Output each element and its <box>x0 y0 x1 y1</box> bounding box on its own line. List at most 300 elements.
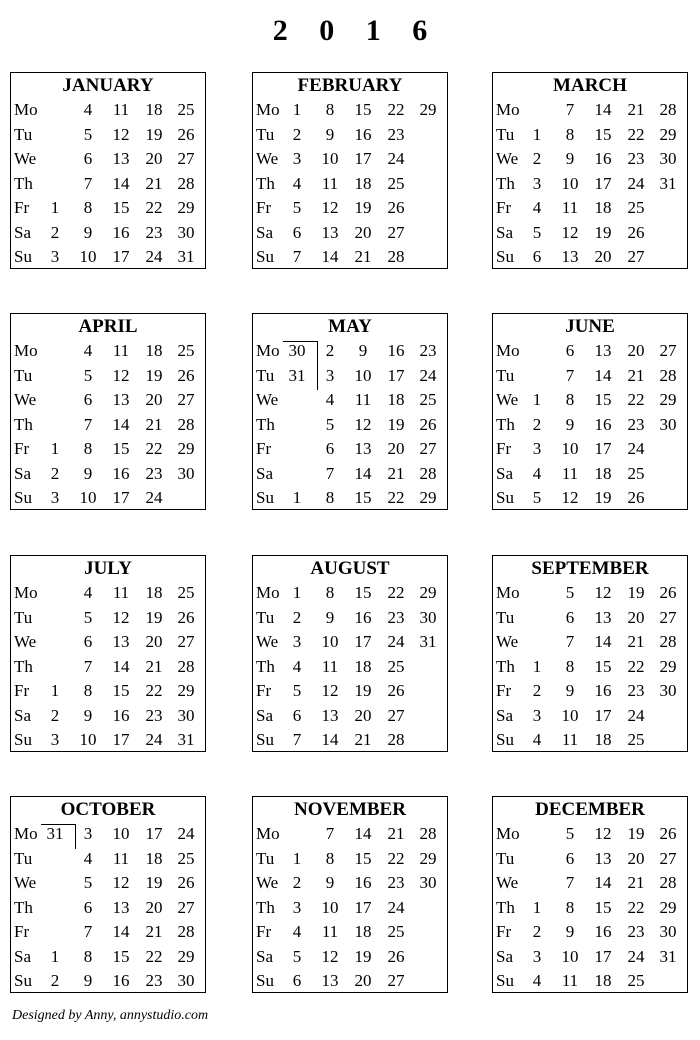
date-cell: 4 <box>83 583 93 602</box>
date-cell: 27 <box>387 971 405 990</box>
date-cell: 9 <box>565 681 575 700</box>
date-cell: 19 <box>145 124 163 144</box>
date-cell: 22 <box>145 439 163 458</box>
month-name: MAY <box>328 316 372 337</box>
month-september <box>492 555 688 752</box>
date-cell: 13 <box>112 390 130 409</box>
date-cell: 22 <box>627 390 645 409</box>
date-cell: 20 <box>145 897 163 917</box>
date-cell: 18 <box>387 390 405 409</box>
date-cell: 6 <box>292 705 302 725</box>
date-cell: 30 <box>659 414 677 434</box>
date-cell: 25 <box>627 198 645 217</box>
date-cell: 29 <box>659 656 677 676</box>
date-cell: 26 <box>387 681 405 700</box>
date-cell: 24 <box>387 149 405 168</box>
date-cell: 2 <box>50 971 60 990</box>
year-title: 2 0 1 6 <box>272 14 440 47</box>
date-cell: 29 <box>177 681 195 700</box>
date-cell: 8 <box>83 681 93 700</box>
date-cell: 6 <box>532 247 542 266</box>
weekday-label: Sa <box>496 705 513 725</box>
weekday-label: Th <box>14 414 33 434</box>
weekday-label: Sa <box>256 463 273 483</box>
designer-credit: Designed by Anny, annystudio.com <box>12 1008 209 1023</box>
date-cell: 23 <box>627 149 645 168</box>
date-cell: 5 <box>292 946 302 966</box>
date-cell: 8 <box>565 390 575 409</box>
date-cell: 7 <box>83 656 93 676</box>
date-cell: 20 <box>387 439 405 458</box>
date-cell: 17 <box>354 897 372 917</box>
date-cell: 11 <box>561 971 579 990</box>
date-cell: 31 <box>46 824 64 843</box>
date-cell: 27 <box>387 705 405 725</box>
date-cell: 23 <box>627 681 645 700</box>
date-cell: 22 <box>627 124 645 144</box>
date-cell: 3 <box>292 897 302 917</box>
weekday-label: Tu <box>256 848 275 868</box>
date-cell: 15 <box>594 656 612 676</box>
weekday-label: Tu <box>256 124 275 144</box>
date-cell: 15 <box>354 488 372 507</box>
date-cell: 15 <box>354 848 372 868</box>
date-cell: 8 <box>325 100 335 119</box>
date-cell: 10 <box>112 824 130 843</box>
date-cell: 8 <box>325 583 335 602</box>
date-cell: 29 <box>177 439 195 458</box>
date-cell: 23 <box>387 607 405 627</box>
date-cell: 11 <box>561 198 579 217</box>
date-cell: 9 <box>83 463 93 483</box>
date-cell: 4 <box>325 390 335 409</box>
date-cell: 26 <box>177 365 195 385</box>
weekday-label: Fr <box>496 681 512 700</box>
weekday-label: We <box>256 390 279 409</box>
date-cell: 7 <box>565 100 575 119</box>
date-cell: 18 <box>594 730 612 749</box>
date-cell: 27 <box>659 848 677 868</box>
weekday-label: Th <box>496 656 515 676</box>
date-cell: 14 <box>354 824 372 843</box>
date-cell: 12 <box>354 414 372 434</box>
weekday-label: Su <box>496 488 514 507</box>
date-cell: 18 <box>354 922 372 941</box>
date-cell: 5 <box>83 607 93 627</box>
date-cell: 16 <box>594 922 612 941</box>
date-cell: 25 <box>627 971 645 990</box>
weekday-label: Sa <box>496 463 513 483</box>
date-cell: 14 <box>594 873 612 892</box>
weekday-label: Tu <box>14 848 33 868</box>
weekday-label: We <box>256 149 279 168</box>
date-cell: 29 <box>659 124 677 144</box>
date-cell: 15 <box>112 946 130 966</box>
date-cell: 16 <box>354 873 372 892</box>
date-cell: 28 <box>387 730 405 749</box>
date-cell: 30 <box>659 149 677 168</box>
date-cell: 15 <box>594 124 612 144</box>
date-cell: 20 <box>627 341 645 360</box>
weekday-label: Mo <box>14 341 38 360</box>
weekday-label: Su <box>496 247 514 266</box>
date-cell: 27 <box>387 222 405 242</box>
date-cell: 4 <box>83 848 93 868</box>
date-cell: 2 <box>292 873 302 892</box>
date-cell: 4 <box>532 730 542 749</box>
date-cell: 9 <box>565 922 575 941</box>
date-cell: 9 <box>83 705 93 725</box>
date-cell: 3 <box>532 946 542 966</box>
date-cell: 6 <box>83 897 93 917</box>
date-cell: 27 <box>659 341 677 360</box>
date-cell: 8 <box>83 198 93 217</box>
month-name: SEPTEMBER <box>531 558 649 579</box>
date-cell: 21 <box>145 173 163 193</box>
date-cell: 1 <box>50 198 60 217</box>
date-cell: 19 <box>594 488 612 507</box>
date-cell: 25 <box>177 583 195 602</box>
date-cell: 17 <box>112 247 130 266</box>
date-cell: 28 <box>177 922 195 941</box>
date-cell: 6 <box>292 971 302 990</box>
date-cell: 17 <box>387 365 405 385</box>
date-cell: 2 <box>532 149 542 168</box>
weekday-label: Sa <box>256 222 273 242</box>
date-cell: 9 <box>358 341 368 360</box>
date-cell: 24 <box>627 173 645 193</box>
date-cell: 9 <box>565 149 575 168</box>
date-cell: 22 <box>145 681 163 700</box>
date-cell: 1 <box>532 656 542 676</box>
date-cell: 17 <box>594 946 612 966</box>
date-cell: 21 <box>145 414 163 434</box>
date-cell: 18 <box>354 173 372 193</box>
date-cell: 23 <box>145 971 163 990</box>
date-cell: 16 <box>112 463 130 483</box>
month-name: DECEMBER <box>535 799 645 820</box>
date-cell: 25 <box>177 100 195 119</box>
date-cell: 11 <box>112 100 130 119</box>
date-cell: 26 <box>177 124 195 144</box>
weekday-label: Sa <box>496 946 513 966</box>
date-cell: 18 <box>594 198 612 217</box>
weekday-label: Mo <box>14 824 38 843</box>
weekday-label: Tu <box>496 607 515 627</box>
date-cell: 28 <box>659 873 677 892</box>
weekday-label: Tu <box>14 607 33 627</box>
date-cell: 26 <box>177 873 195 892</box>
date-cell: 30 <box>177 222 195 242</box>
date-cell: 28 <box>177 173 195 193</box>
date-cell: 15 <box>112 439 130 458</box>
date-cell: 6 <box>83 632 93 651</box>
date-cell: 12 <box>321 681 339 700</box>
date-cell: 16 <box>112 971 130 990</box>
date-cell: 23 <box>145 222 163 242</box>
date-cell: 18 <box>145 341 163 360</box>
date-cell: 18 <box>594 463 612 483</box>
date-cell: 19 <box>354 946 372 966</box>
date-cell: 12 <box>561 488 579 507</box>
weekday-label: Su <box>256 971 274 990</box>
date-cell: 26 <box>419 414 437 434</box>
date-cell: 7 <box>565 632 575 651</box>
date-cell: 9 <box>325 124 335 144</box>
weekday-label: Mo <box>256 824 280 843</box>
date-cell: 26 <box>627 488 645 507</box>
date-cell: 3 <box>325 365 335 385</box>
date-cell: 1 <box>292 583 302 602</box>
date-cell: 7 <box>565 365 575 385</box>
date-cell: 27 <box>177 632 195 651</box>
date-cell: 26 <box>659 824 677 843</box>
date-cell: 15 <box>594 897 612 917</box>
date-cell: 7 <box>83 173 93 193</box>
weekday-label: Th <box>496 897 515 917</box>
weekday-label: Th <box>14 897 33 917</box>
date-cell: 28 <box>177 414 195 434</box>
date-cell: 25 <box>627 730 645 749</box>
date-cell: 31 <box>177 730 195 749</box>
date-cell: 20 <box>145 149 163 168</box>
date-cell: 22 <box>145 198 163 217</box>
date-cell: 2 <box>532 681 542 700</box>
weekday-label: Su <box>496 730 514 749</box>
date-cell: 8 <box>325 848 335 868</box>
date-cell: 15 <box>594 390 612 409</box>
date-cell: 22 <box>627 656 645 676</box>
date-cell: 30 <box>659 922 677 941</box>
date-cell: 13 <box>112 632 130 651</box>
weekday-label: Fr <box>14 439 30 458</box>
date-cell: 24 <box>627 946 645 966</box>
date-cell: 17 <box>354 149 372 168</box>
date-cell: 23 <box>387 873 405 892</box>
date-cell: 17 <box>112 488 130 507</box>
overflow-bracket-top <box>41 824 75 825</box>
overflow-bracket-side <box>317 341 318 390</box>
weekday-label: Su <box>14 488 32 507</box>
date-cell: 9 <box>565 414 575 434</box>
date-cell: 16 <box>594 149 612 168</box>
weekday-label: Tu <box>496 848 515 868</box>
date-cell: 7 <box>565 873 575 892</box>
date-cell: 4 <box>83 100 93 119</box>
date-cell: 16 <box>112 705 130 725</box>
date-cell: 7 <box>83 922 93 941</box>
weekday-label: We <box>496 873 519 892</box>
date-cell: 16 <box>387 341 405 360</box>
month-name: JUNE <box>565 316 615 337</box>
month-june <box>492 313 688 510</box>
date-cell: 18 <box>354 656 372 676</box>
date-cell: 17 <box>594 439 612 458</box>
date-cell: 1 <box>50 439 60 458</box>
weekday-label: Fr <box>256 439 272 458</box>
weekday-label: Th <box>256 897 275 917</box>
date-cell: 24 <box>145 488 163 507</box>
weekday-label: Th <box>14 173 33 193</box>
date-cell: 14 <box>321 247 339 266</box>
date-cell: 8 <box>83 439 93 458</box>
weekday-label: Tu <box>256 607 275 627</box>
weekday-label: Fr <box>14 922 30 941</box>
date-cell: 14 <box>594 365 612 385</box>
date-cell: 28 <box>659 632 677 651</box>
date-cell: 24 <box>177 824 195 843</box>
date-cell: 5 <box>292 198 302 217</box>
weekday-label: We <box>496 632 519 651</box>
weekday-label: Sa <box>14 222 31 242</box>
date-cell: 9 <box>83 222 93 242</box>
weekday-label: Tu <box>496 124 515 144</box>
date-cell: 6 <box>565 848 575 868</box>
date-cell: 19 <box>354 681 372 700</box>
date-cell: 5 <box>532 488 542 507</box>
date-cell: 17 <box>594 705 612 725</box>
date-cell: 10 <box>321 897 339 917</box>
date-cell: 31 <box>288 365 306 385</box>
date-cell: 10 <box>79 247 97 266</box>
date-cell: 19 <box>594 222 612 242</box>
date-cell: 28 <box>419 463 437 483</box>
month-name: NOVEMBER <box>294 799 406 820</box>
date-cell: 24 <box>387 897 405 917</box>
date-cell: 10 <box>321 632 339 651</box>
date-cell: 29 <box>419 100 437 119</box>
weekday-label: Tu <box>14 124 33 144</box>
date-cell: 24 <box>419 365 437 385</box>
date-cell: 13 <box>112 149 130 168</box>
date-cell: 25 <box>387 656 405 676</box>
date-cell: 24 <box>145 730 163 749</box>
date-cell: 14 <box>594 632 612 651</box>
date-cell: 19 <box>145 607 163 627</box>
date-cell: 12 <box>321 946 339 966</box>
weekday-label: We <box>14 632 37 651</box>
weekday-label: Fr <box>14 198 30 217</box>
date-cell: 14 <box>112 656 130 676</box>
date-cell: 21 <box>354 247 372 266</box>
date-cell: 28 <box>419 824 437 843</box>
date-cell: 4 <box>292 922 302 941</box>
weekday-label: Su <box>256 488 274 507</box>
date-cell: 20 <box>354 971 372 990</box>
date-cell: 15 <box>112 681 130 700</box>
date-cell: 23 <box>387 124 405 144</box>
weekday-label: Mo <box>496 824 520 843</box>
date-cell: 28 <box>177 656 195 676</box>
date-cell: 3 <box>532 173 542 193</box>
month-november <box>252 796 448 993</box>
date-cell: 2 <box>532 414 542 434</box>
date-cell: 15 <box>112 198 130 217</box>
date-cell: 25 <box>627 463 645 483</box>
date-cell: 10 <box>561 173 579 193</box>
date-cell: 24 <box>627 439 645 458</box>
date-cell: 24 <box>145 247 163 266</box>
weekday-label: Th <box>14 656 33 676</box>
date-cell: 19 <box>627 824 645 843</box>
month-name: AUGUST <box>310 558 390 579</box>
date-cell: 2 <box>292 607 302 627</box>
date-cell: 8 <box>325 488 335 507</box>
date-cell: 15 <box>354 100 372 119</box>
date-cell: 1 <box>292 848 302 868</box>
weekday-label: Su <box>496 971 514 990</box>
weekday-label: Sa <box>496 222 513 242</box>
date-cell: 3 <box>292 632 302 651</box>
date-cell: 16 <box>594 414 612 434</box>
date-cell: 10 <box>321 149 339 168</box>
date-cell: 11 <box>561 463 579 483</box>
date-cell: 30 <box>177 705 195 725</box>
date-cell: 11 <box>112 583 130 602</box>
date-cell: 12 <box>594 583 612 602</box>
date-cell: 20 <box>627 607 645 627</box>
date-cell: 29 <box>177 198 195 217</box>
date-cell: 22 <box>627 897 645 917</box>
date-cell: 21 <box>627 873 645 892</box>
month-name: JANUARY <box>62 75 154 96</box>
weekday-label: Th <box>496 173 515 193</box>
date-cell: 31 <box>659 946 677 966</box>
date-cell: 29 <box>419 848 437 868</box>
date-cell: 21 <box>627 100 645 119</box>
date-cell: 7 <box>292 730 302 749</box>
date-cell: 26 <box>627 222 645 242</box>
date-cell: 21 <box>627 365 645 385</box>
weekday-label: Tu <box>496 365 515 385</box>
date-cell: 20 <box>145 390 163 409</box>
date-cell: 31 <box>419 632 437 651</box>
date-cell: 29 <box>177 946 195 966</box>
date-cell: 8 <box>565 656 575 676</box>
date-cell: 18 <box>145 100 163 119</box>
weekday-label: Fr <box>496 198 512 217</box>
weekday-label: We <box>14 390 37 409</box>
date-cell: 21 <box>627 632 645 651</box>
date-cell: 26 <box>387 198 405 217</box>
date-cell: 8 <box>565 124 575 144</box>
date-cell: 24 <box>387 632 405 651</box>
weekday-label: We <box>256 873 279 892</box>
date-cell: 11 <box>354 390 372 409</box>
weekday-label: Th <box>256 173 275 193</box>
date-cell: 11 <box>112 848 130 868</box>
date-cell: 13 <box>321 971 339 990</box>
date-cell: 9 <box>325 607 335 627</box>
date-cell: 25 <box>177 341 195 360</box>
date-cell: 12 <box>594 824 612 843</box>
date-cell: 20 <box>594 247 612 266</box>
weekday-label: We <box>496 390 519 409</box>
weekday-label: Su <box>14 730 32 749</box>
date-cell: 5 <box>565 583 575 602</box>
overflow-bracket-side <box>75 824 76 849</box>
date-cell: 25 <box>387 173 405 193</box>
date-cell: 5 <box>83 124 93 144</box>
weekday-label: Mo <box>256 341 280 360</box>
date-cell: 30 <box>659 681 677 700</box>
weekday-label: Sa <box>256 705 273 725</box>
weekday-label: Sa <box>256 946 273 966</box>
date-cell: 14 <box>321 730 339 749</box>
date-cell: 5 <box>325 414 335 434</box>
date-cell: 25 <box>387 922 405 941</box>
date-cell: 16 <box>112 222 130 242</box>
